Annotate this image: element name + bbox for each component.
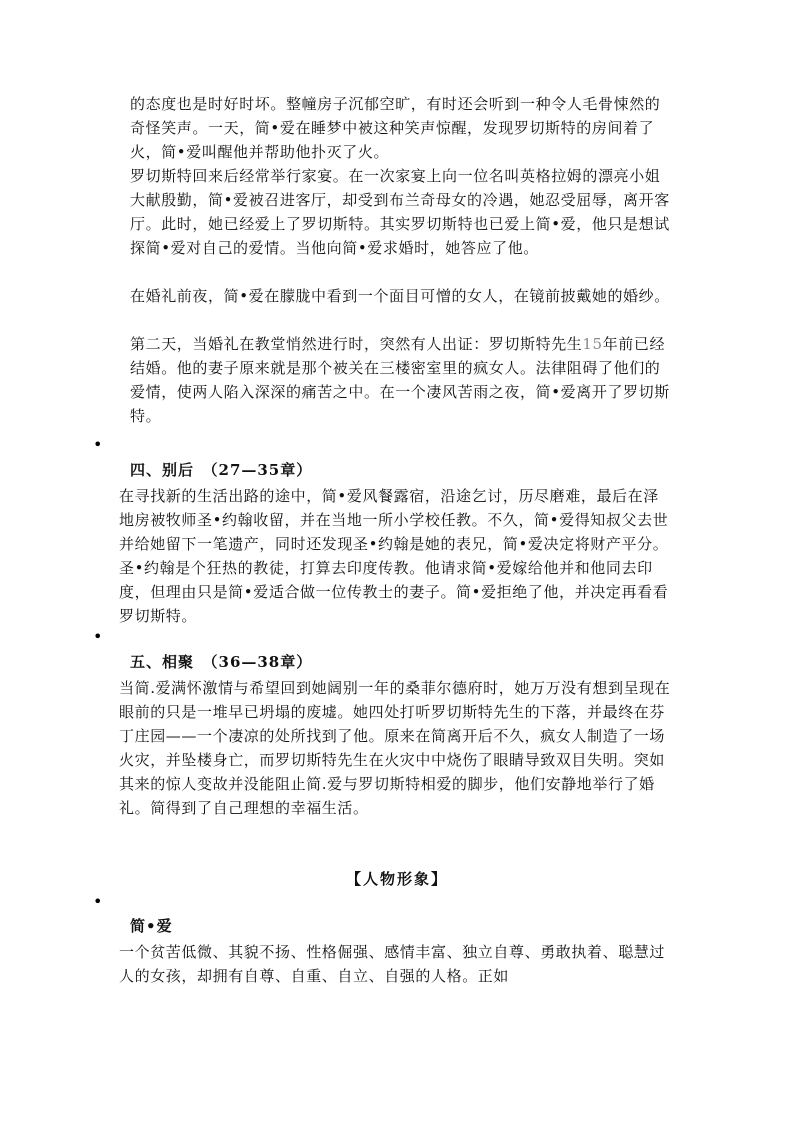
heading-part-five: 五、相聚 （36—38章） <box>130 653 313 671</box>
paragraph-wedding-day-part2: 年前已经结婚。他的妻子原来就是那个被关在三楼密室里的疯女人。法律阻碍了他们的爱情，使两人陷入深深的痛苦之中。在一个凄风苦雨之夜，简•爱离开了罗切斯特。 <box>130 335 670 425</box>
list-bullet: • <box>93 627 103 646</box>
paragraph-wedding-day-number: 15 <box>582 335 603 353</box>
list-bullet: • <box>93 892 103 911</box>
heading-character-jane: 简•爱 <box>130 917 173 935</box>
paragraph-after-parting: 在寻找新的生活出路的途中，简•爱风餐露宿，沿途乞讨，历尽磨难，最后在泽地房被牧师圣•约翰收留，并在当地一所小学校任教。不久，简•爱得知叔父去世并给她留下一笔遗产，同时还发现圣•约翰是她的表兄，简•爱决定将财产平分。圣•约翰是个狂热的教徒，打算去印度传教。他请求简•爱嫁给他并和他同去印度，但理由只是简•爱适合做一位传教士的妻子。简•爱拒绝了他，并决定再看看罗切斯特。 <box>119 487 669 625</box>
paragraph-house-laughter: 的态度也是时好时坏。整幢房子沉郁空旷，有时还会听到一种令人毛骨悚然的奇怪笑声。一天，简•爱在睡梦中被这种笑声惊醒，发现罗切斯特的房间着了火，简•爱叫醒他并帮助他扑灭了火。 <box>130 95 661 161</box>
paragraph-reunion: 当简.爱满怀激情与希望回到她阔别一年的桑菲尔德府时，她万万没有想到呈现在眼前的只是一堆早已坍塌的废墟。她四处打听罗切斯特先生的下落，并最终在芬丁庄园——一个凄凉的处所找到了他。原来在简离开后不久，疯女人制造了一场火灾，并坠楼身亡，而罗切斯特先生在火灾中中烧伤了眼睛导致双目失明。突如其来的惊人变故并没能阻止简.爱与罗切斯特相爱的脚步，他们安静地举行了婚礼。简得到了自己理想的幸福生活。 <box>119 679 671 817</box>
paragraph-wedding-eve: 在婚礼前夜，简•爱在朦胧中看到一个面目可憎的女人，在镜前披戴她的婚纱。 <box>130 287 670 305</box>
heading-part-four: 四、别后 （27—35章） <box>130 461 313 479</box>
paragraph-character-description: 一个贫苦低微、其貌不扬、性格倔强、感情丰富、独立自尊、勇敢执着、聪慧过人的女孩，却拥有自尊、自重、自立、自强的人格。正如 <box>119 943 666 985</box>
section-title-characters: 【人物形象】 <box>345 870 448 888</box>
paragraph-wedding-day-part1: 第二天，当婚礼在教堂悄然进行时，突然有人出证：罗切斯特先生 <box>130 335 583 353</box>
paragraph-banquet: 罗切斯特回来后经常举行家宴。在一次家宴上向一位名叫英格拉姆的漂亮小姐大献殷勤，简•爱被召进客厅，却受到布兰奇母女的冷遇，她忍受屈辱，离开客厅。此时，她已经爱上了罗切斯特。其实罗切斯特也已爱上简•爱，他只是想试探简•爱对自己的爱情。当他向简•爱求婚时，她答应了他。 <box>130 167 670 257</box>
paragraph-wedding-day <box>130 332 670 428</box>
list-bullet: • <box>93 435 103 454</box>
